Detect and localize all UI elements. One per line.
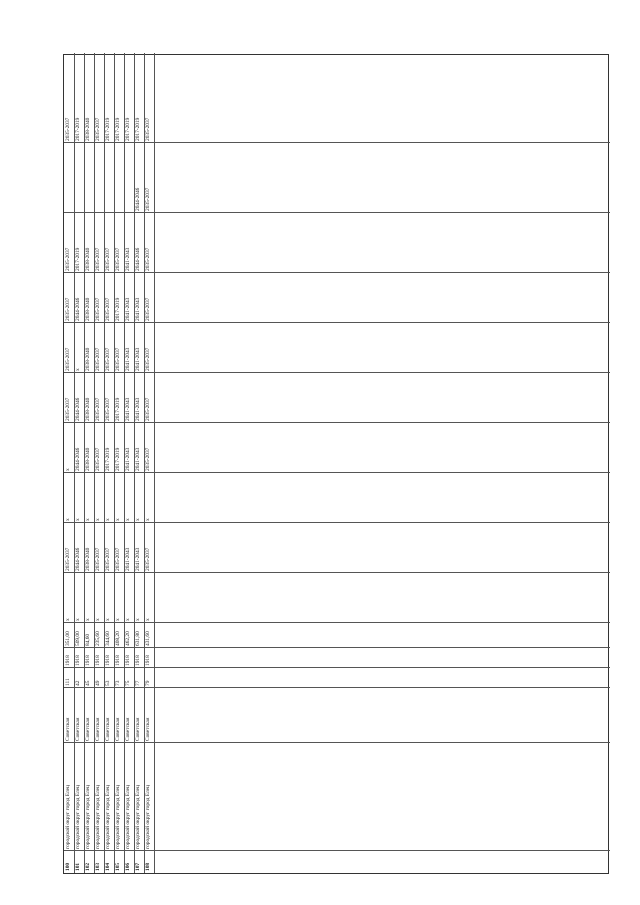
table-cell: Советская [65,717,71,741]
table-cell: 42 [75,680,81,686]
table-cell: 2035-2037 [145,187,151,211]
table-cell: 2035-2037 [115,247,121,271]
table-cell: 1918 [135,655,141,666]
table-cell: 2044-2046 [75,547,81,571]
table-cell: 2017-2019 [115,297,121,321]
table-cell: 408,20 [115,631,121,646]
table-cell: 108 [145,862,151,871]
table-cell: 2035-2037 [65,247,71,271]
table-cell: Советская [115,717,121,741]
table-cell: 2038-2040 [85,247,91,271]
table-cell: 2017-2019 [75,247,81,271]
table-column-divider [64,742,610,743]
table-column-divider [64,322,610,323]
table-column-divider [64,687,610,688]
table-cell: 631,80 [135,631,141,646]
table-cell: 2035-2037 [105,297,111,321]
table-cell: 2038-2040 [85,547,91,571]
table-cell: 104 [105,862,111,871]
table-cell: 2038-2040 [85,117,91,141]
table-cell: 235,60 [95,631,101,646]
table-cell: 431,60 [145,631,151,646]
table-cell: 45 [85,680,91,686]
table-cell: 2041-2043 [125,547,131,571]
table-cell: х [135,518,141,521]
table-cell: 509,00 [75,631,81,646]
table-cell: 111 [65,678,71,686]
table-cell: городской округ город Елец [75,785,81,849]
table-cell: 2017-2019 [115,117,121,141]
table-column-divider [64,647,610,648]
table-cell: 2035-2037 [115,547,121,571]
table-cell: городской округ город Елец [145,785,151,849]
table-cell: 75 [125,680,131,686]
table-cell: 2038-2040 [85,347,91,371]
table-cell: х [95,518,101,521]
table-cell: Советская [135,717,141,741]
table-cell: 2035-2037 [95,397,101,421]
table-cell: 1918 [85,655,91,666]
table-cell: 84,60 [85,633,91,646]
table-cell: 2035-2037 [145,397,151,421]
table-cell: Советская [75,717,81,741]
table-cell: 2035-2037 [65,397,71,421]
table-cell: 53 [105,680,111,686]
table-cell: 2035-2037 [65,117,71,141]
table-cell: 2044-2046 [135,187,141,211]
table-cell: 2041-2043 [135,447,141,471]
table-cell: 100 [65,862,71,871]
table-cell: 1918 [95,655,101,666]
table-cell: 2041-2043 [135,547,141,571]
table-column-divider [64,142,610,143]
table-cell: 1918 [105,655,111,666]
table-cell: 2035-2037 [145,247,151,271]
table-cell: х [75,618,81,621]
table-cell: 462,20 [125,631,131,646]
table-cell: 2044-2046 [75,397,81,421]
table-cell: 49 [95,680,101,686]
table-cell: 2035-2037 [95,547,101,571]
table-cell: 1918 [145,655,151,666]
data-table [63,54,609,874]
table-cell: 106 [125,862,131,871]
table-cell: х [125,518,131,521]
table-cell: 2038-2040 [85,447,91,471]
table-cell: 2035-2037 [95,347,101,371]
table-cell: 102 [85,862,91,871]
table-cell: 2035-2037 [65,297,71,321]
table-cell: 351,00 [65,631,71,646]
table-cell: 2044-2046 [75,297,81,321]
table-cell: 2035-2037 [145,547,151,571]
table-cell: 2017-2019 [135,117,141,141]
table-cell: Советская [145,717,151,741]
table-cell: х [105,618,111,621]
table-column-divider [64,667,610,668]
table-cell: 2035-2037 [145,297,151,321]
table-cell: 101 [75,862,81,871]
table-cell: 73 [115,680,121,686]
table-cell: 2041-2043 [135,347,141,371]
table-cell: 2038-2040 [85,397,91,421]
table-cell: х [145,618,151,621]
table-cell: 2017-2019 [105,117,111,141]
table-cell: Советская [105,717,111,741]
table-cell: городской округ город Елец [105,785,111,849]
table-cell: 2035-2037 [105,397,111,421]
table-cell: х [145,518,151,521]
table-cell: 2038-2040 [85,297,91,321]
table-row-divider [154,53,155,873]
table-column-divider [64,622,610,623]
table-cell: 2035-2037 [95,117,101,141]
table-cell: х [85,618,91,621]
table-cell: 2041-2043 [125,247,131,271]
table-cell: 2044-2046 [75,447,81,471]
table-cell: х [75,518,81,521]
table-cell: х [135,618,141,621]
table-cell: 2044-2046 [135,247,141,271]
table-cell: 2041-2043 [135,297,141,321]
table-cell: х [65,518,71,521]
table-cell: 2017-2019 [105,447,111,471]
table-cell: 1918 [75,655,81,666]
table-cell: 2017-2019 [115,447,121,471]
table-cell: 1918 [65,655,71,666]
table-cell: х [75,368,81,371]
table-cell: городской округ город Елец [85,785,91,849]
table-cell: 2035-2037 [145,447,151,471]
table-cell: 2035-2037 [105,547,111,571]
table-cell: 344,60 [105,631,111,646]
table-cell: 2035-2037 [65,347,71,371]
table-cell: городской округ город Елец [125,785,131,849]
table-column-divider [64,472,610,473]
table-column-divider [64,212,610,213]
table-cell: 2017-2019 [125,117,131,141]
table-cell: 2035-2037 [95,447,101,471]
table-cell: 2035-2037 [95,297,101,321]
table-cell: Советская [95,717,101,741]
table-cell: 77 [135,680,141,686]
table-cell: 2035-2037 [115,347,121,371]
table-cell: 2035-2037 [65,547,71,571]
table-column-divider [64,522,610,523]
table-cell: 2017-2019 [115,397,121,421]
table-cell: х [65,618,71,621]
table-cell: х [95,618,101,621]
table-cell: 105 [115,862,121,871]
table-cell: Советская [125,717,131,741]
table-cell: 1918 [115,655,121,666]
table-cell: городской округ город Елец [135,785,141,849]
table-cell: х [65,468,71,471]
table-column-divider [64,372,610,373]
table-cell: городской округ город Елец [95,785,101,849]
table-cell: 79 [145,680,151,686]
table-cell: 103 [95,862,101,871]
table-column-divider [64,272,610,273]
table-cell: Советская [85,717,91,741]
table-cell: 2017-2019 [75,117,81,141]
table-cell: 2041-2043 [125,397,131,421]
table-cell: х [115,518,121,521]
table-cell: х [85,518,91,521]
table-cell: 2035-2037 [145,347,151,371]
table-cell: х [115,618,121,621]
table-cell: 2041-2043 [125,347,131,371]
table-cell: 2035-2037 [95,247,101,271]
table-cell: 2041-2043 [125,447,131,471]
table-column-divider [64,422,610,423]
table-column-divider [64,572,610,573]
table-cell: 2035-2037 [105,347,111,371]
rotated-table [63,54,609,874]
table-cell: 2041-2043 [135,397,141,421]
table-cell: 107 [135,862,141,871]
table-cell: х [125,618,131,621]
table-cell: 2035-2037 [105,247,111,271]
table-column-divider [64,850,610,851]
table-cell: 2035-2037 [145,117,151,141]
table-cell: 1918 [125,655,131,666]
table-cell: городской округ город Елец [115,785,121,849]
table-cell: городской округ город Елец [65,785,71,849]
table-cell: х [105,518,111,521]
table-cell: 2041-2043 [125,297,131,321]
